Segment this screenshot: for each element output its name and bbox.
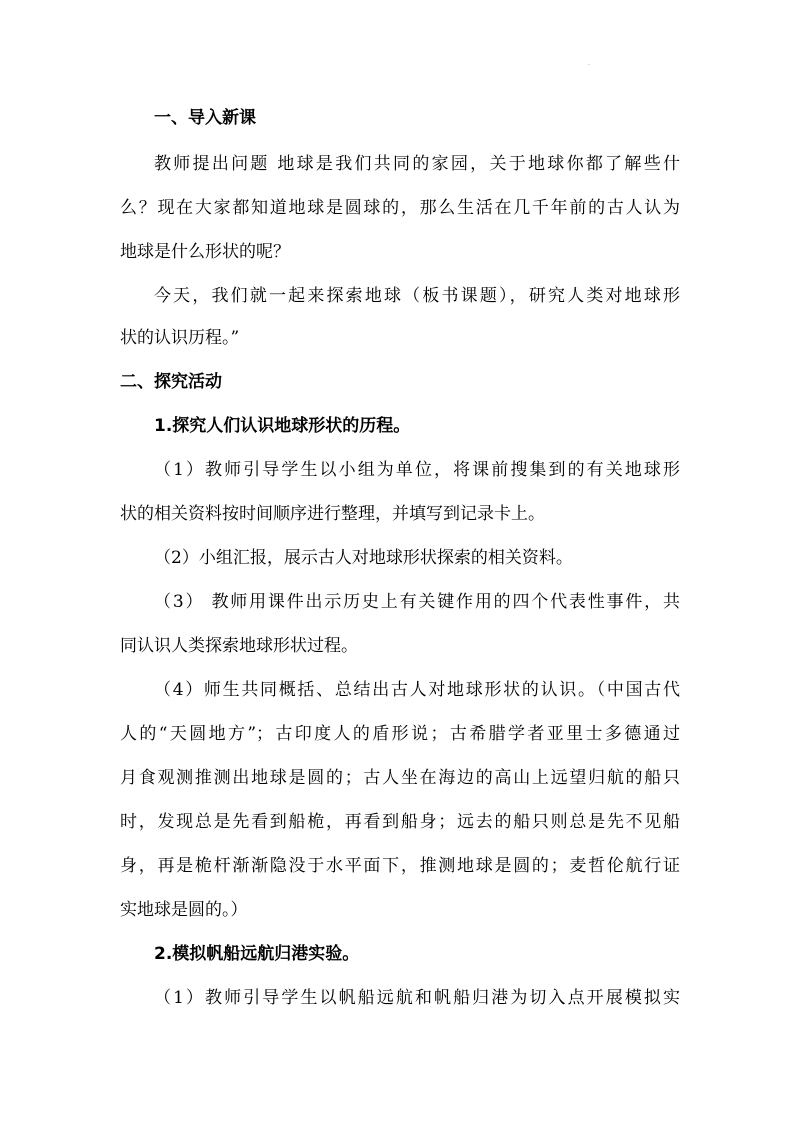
subsection-heading-1: 1.探究人们认识地球形状的历程。 [154, 416, 411, 436]
paragraph-line: （2）小组汇报，展示古人对地球形状探索的相关资料。 [154, 548, 573, 568]
paragraph-line: 状的认识历程。” [120, 328, 240, 348]
paragraph-line: 月食观测推测出地球是圆的；古人坐在海边的高山上远望归航的船只 [120, 768, 680, 788]
paragraph-line: （4）师生共同概括、总结出古人对地球形状的认识。（中国古代 [154, 680, 680, 700]
paragraph-line: 地球是什么形状的呢？ [120, 242, 290, 262]
paragraph-line: （3） 教师用课件出示历史上有关键作用的四个代表性事件，共 [154, 592, 680, 612]
paragraph-line: 实地球是圆的。） [120, 900, 248, 920]
paragraph-line: 时，发现总是先看到船桅，再看到船身；远去的船只则总是先不见船 [120, 812, 680, 832]
paragraph-line: 人的“天圆地方”；古印度人的盾形说；古希腊学者亚里士多德通过 [120, 724, 680, 744]
paragraph-line: 教师提出问题 地球是我们共同的家园，关于地球你都了解些什 [154, 154, 680, 174]
subsection-heading-2: 2.模拟帆船远航归港实验。 [154, 944, 360, 964]
corner-mark: . [588, 60, 590, 67]
paragraph-line: 同认识人类探索地球形状过程。 [120, 636, 358, 656]
paragraph-line: 么？现在大家都知道地球是圆球的，那么生活在几千年前的古人认为 [120, 198, 680, 218]
paragraph-line: （1）教师引导学生以帆船远航和帆船归港为切入点开展模拟实 [154, 988, 680, 1008]
paragraph-line: （1）教师引导学生以小组为单位，将课前搜集到的有关地球形 [154, 460, 680, 480]
section-heading-intro: 一、导入新课 [154, 108, 256, 128]
paragraph-line: 身，再是桅杆渐渐隐没于水平面下，推测地球是圆的；麦哲伦航行证 [120, 856, 680, 876]
paragraph-line: 今天，我们就一起来探索地球（板书课题），研究人类对地球形 [154, 286, 680, 306]
paragraph-line: 状的相关资料按时间顺序进行整理，并填写到记录卡上。 [120, 504, 545, 524]
section-heading-activity: 二、探究活动 [120, 372, 222, 392]
